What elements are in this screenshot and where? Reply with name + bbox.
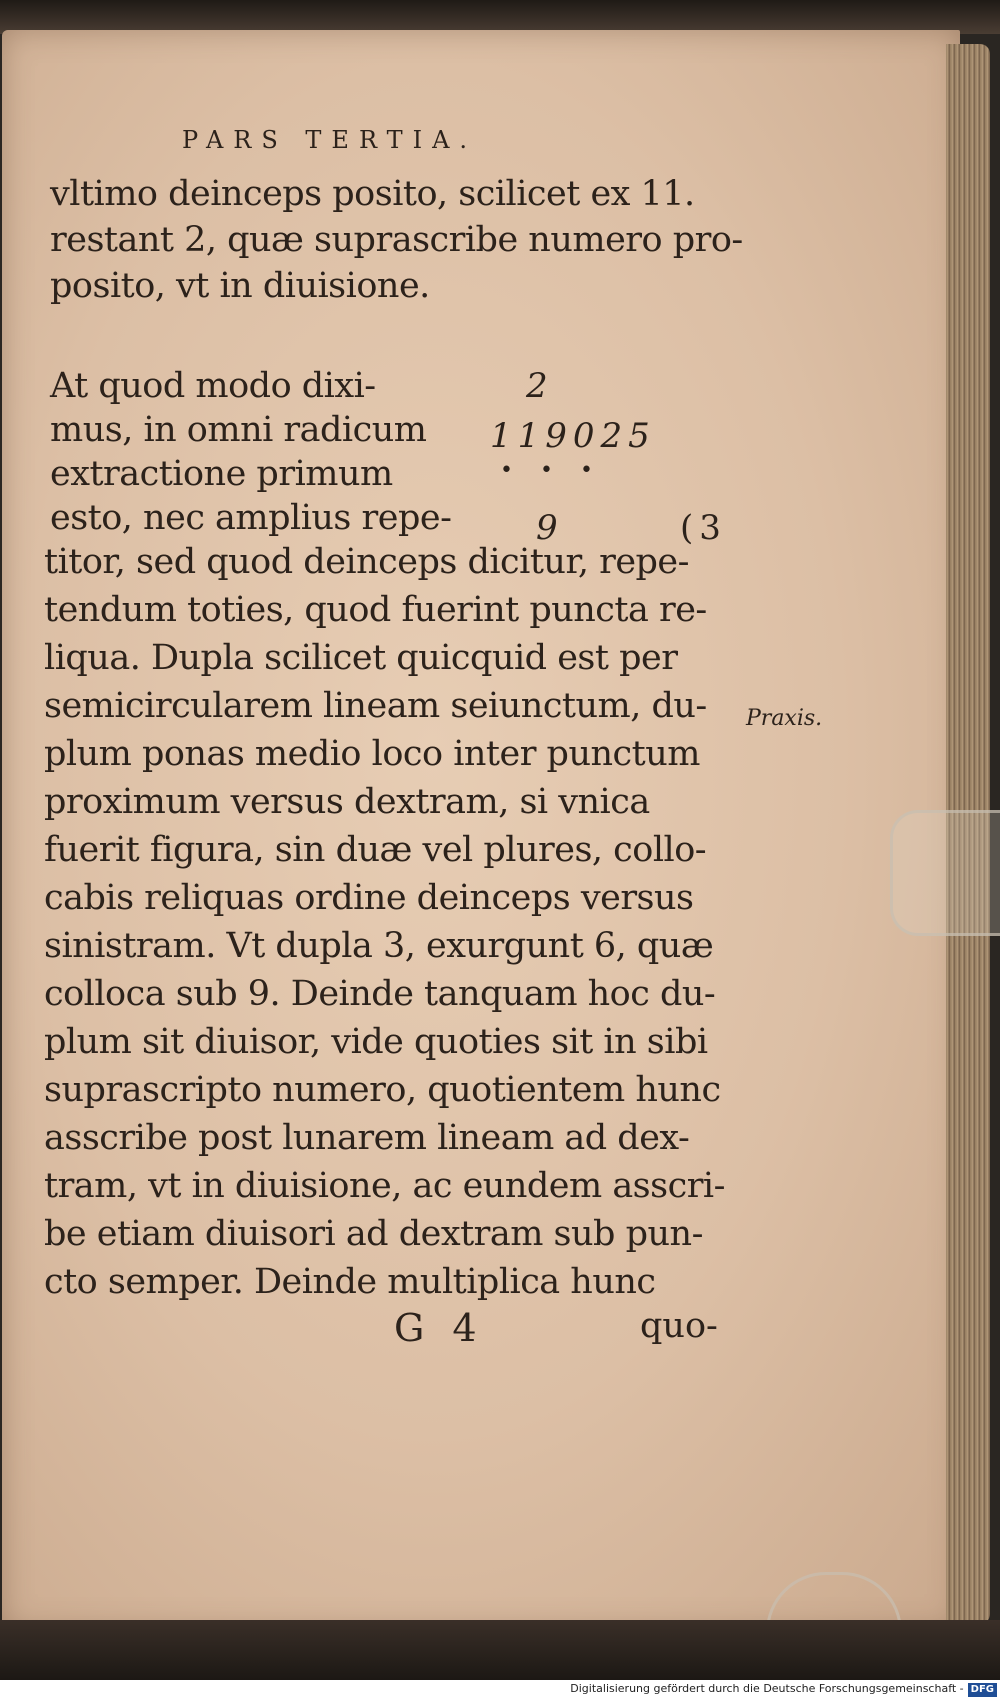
signature-mark: G 4 bbox=[394, 1306, 485, 1350]
text-line: restant 2, quæ suprascribe numero pro- bbox=[50, 220, 743, 260]
catchword: quo- bbox=[640, 1306, 718, 1346]
marginal-note: Praxis. bbox=[746, 706, 823, 731]
text-line: At quod modo dixi- bbox=[50, 366, 376, 406]
text-line: plum ponas medio loco inter punctum bbox=[44, 734, 700, 774]
digitization-footer bbox=[0, 1680, 1000, 1698]
text-line: suprascripto numero, quotientem hunc bbox=[44, 1070, 721, 1110]
calc-nine: 9 bbox=[536, 508, 564, 548]
calc-number: 119025 bbox=[490, 416, 656, 456]
text-line: mus, in omni radicum bbox=[50, 410, 427, 450]
text-line: be etiam diuisori ad dextram sub pun- bbox=[44, 1214, 703, 1254]
text-line: posito, vt in diuisione. bbox=[50, 266, 430, 306]
text-line: asscribe post lunarem lineam ad dex- bbox=[44, 1118, 690, 1158]
dfg-logo: DFG bbox=[968, 1683, 997, 1697]
text-line: cabis reliquas ordine deinceps versus bbox=[44, 878, 694, 918]
text-line: tram, vt in diuisione, ac eundem asscri- bbox=[44, 1166, 725, 1206]
text-line: proximum versus dextram, si vnica bbox=[44, 782, 650, 822]
calc-root: (3 bbox=[680, 508, 727, 548]
text-line: colloca sub 9. Deinde tanquam hoc du- bbox=[44, 974, 716, 1014]
text-line: sinistram. Vt dupla 3, exurgunt 6, quæ bbox=[44, 926, 714, 966]
running-head: PARS TERTIA. bbox=[182, 126, 478, 154]
footer-credit: Digitalisierung gefördert durch die Deutsche Forschungsgemeinschaft - bbox=[570, 1682, 964, 1695]
calc-dots: • • • bbox=[500, 458, 603, 483]
text-line: tendum toties, quod fuerint puncta re- bbox=[44, 590, 707, 630]
text-line: semicircularem lineam seiunctum, du- bbox=[44, 686, 707, 726]
page-clip-right bbox=[890, 810, 1000, 936]
text-line: liqua. Dupla scilicet quicquid est per bbox=[44, 638, 678, 678]
text-line: extractione primum bbox=[50, 454, 393, 494]
book-cover-bottom bbox=[0, 1620, 1000, 1680]
book-binding-top bbox=[0, 0, 1000, 34]
text-line: cto semper. Deinde multiplica hunc bbox=[44, 1262, 656, 1302]
text-line: vltimo deinceps posito, scilicet ex 11. bbox=[50, 174, 695, 214]
text-line: plum sit diuisor, vide quoties sit in sibi bbox=[44, 1022, 708, 1062]
calc-remainder: 2 bbox=[526, 366, 554, 406]
text-line: fuerit figura, sin duæ vel plures, collo- bbox=[44, 830, 707, 870]
text-line: esto, nec amplius repe- bbox=[50, 498, 452, 538]
text-line: titor, sed quod deinceps dicitur, repe- bbox=[44, 542, 689, 582]
